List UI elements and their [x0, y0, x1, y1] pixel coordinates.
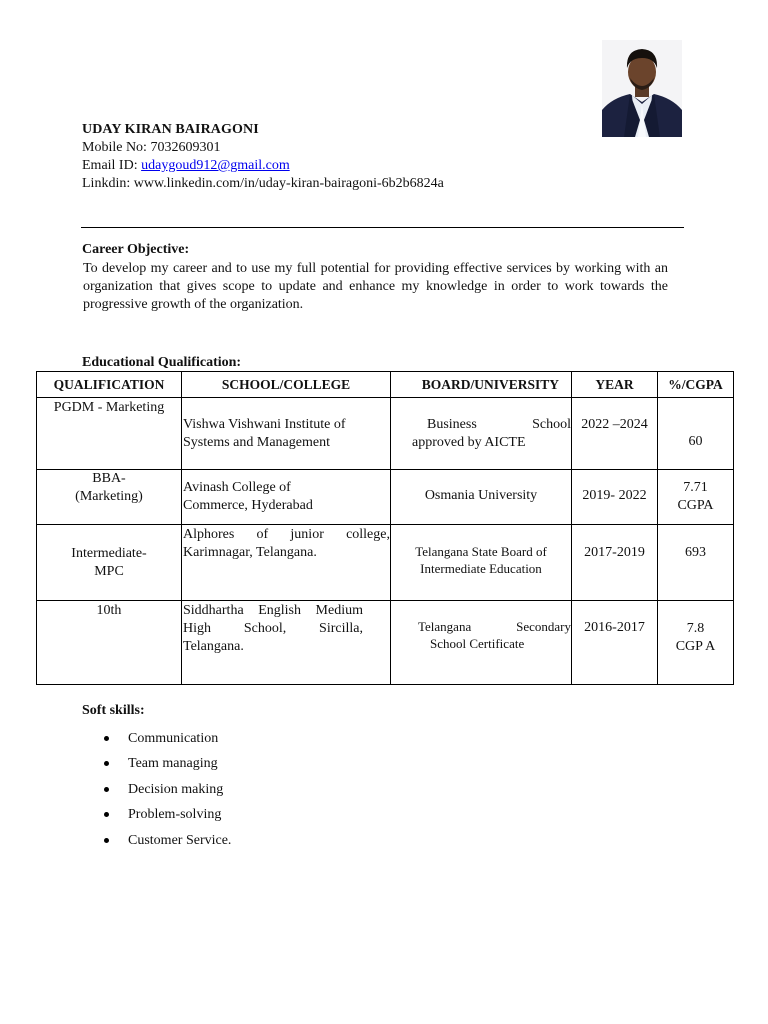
- table-header-row: [37, 372, 734, 398]
- qualification-cell: [37, 470, 182, 525]
- skill-label: Problem-solving: [128, 807, 222, 823]
- mobile-line: [82, 140, 220, 156]
- qualification-text: BBA-: [92, 471, 126, 486]
- board-text: Intermediate Education: [420, 561, 542, 576]
- mobile-label: Mobile No:: [82, 140, 151, 155]
- linkedin-url: www.linkedin.com/in/uday-kiran-bairagoni-6b2b6824a: [133, 176, 444, 191]
- list-item: [82, 777, 231, 802]
- soft-skills-heading: Soft skills:: [82, 703, 145, 718]
- education-table: [36, 371, 734, 685]
- skill-label: Communication: [128, 731, 219, 746]
- score-text: CGP A: [675, 639, 716, 654]
- school-cell: [182, 470, 391, 525]
- linkedin-line: [82, 176, 444, 192]
- skill-label: Customer Service.: [128, 832, 232, 848]
- school-text: Alphores of junior college,: [183, 527, 390, 542]
- mobile-number: 7032609301: [150, 140, 221, 155]
- email-link[interactable]: udaygoud912@gmail.com: [141, 158, 290, 173]
- column-header-qualification: QUALIFICATION: [37, 372, 182, 398]
- score-cell: [658, 601, 734, 685]
- school-cell: [182, 601, 391, 685]
- email-line: [82, 158, 290, 174]
- soft-skills-list: [82, 726, 231, 853]
- linkedin-label: Linkdin:: [82, 176, 134, 191]
- list-item: [82, 726, 231, 751]
- school-cell: [182, 525, 391, 601]
- column-header-score: %/CGPA: [658, 372, 734, 398]
- column-header-board: BOARD/UNIVERSITY: [391, 372, 572, 398]
- qualification-cell: [37, 525, 182, 601]
- score-cell: [658, 525, 734, 601]
- bullet-icon: [104, 787, 109, 792]
- score-text: 7.8: [686, 621, 705, 636]
- board-cell: [391, 601, 572, 685]
- board-cell: [391, 398, 572, 470]
- career-objective-heading: Career Objective:: [82, 242, 190, 257]
- skill-label: Team managing: [128, 756, 218, 772]
- board-cell: [391, 470, 572, 525]
- education-heading: Educational Qualification:: [82, 355, 242, 370]
- school-text: Telangana.: [183, 639, 244, 654]
- list-item: [82, 751, 231, 776]
- year-text: 2016-2017: [584, 620, 645, 635]
- skill-label: Decision making: [128, 781, 224, 797]
- bullet-icon: [104, 812, 109, 817]
- year-cell: [572, 601, 658, 685]
- board-cell: [391, 525, 572, 601]
- profile-photo: [602, 40, 682, 137]
- year-text: 2022 –2024: [581, 417, 648, 432]
- board-text: School Certificate: [430, 636, 525, 651]
- score-text: 60: [688, 434, 703, 449]
- bullet-icon: [104, 761, 109, 766]
- table-row: [37, 470, 734, 525]
- qualification-cell: [37, 601, 182, 685]
- score-cell: [658, 470, 734, 525]
- school-text: High School, Sircilla,: [183, 621, 363, 636]
- year-text: 2019- 2022: [582, 488, 647, 503]
- column-header-school: SCHOOL/COLLEGE: [182, 372, 391, 398]
- school-text: Commerce, Hyderabad: [183, 498, 313, 513]
- score-text: 693: [685, 545, 706, 560]
- table-row: [37, 398, 734, 470]
- school-text: Karimnagar, Telangana.: [183, 545, 317, 560]
- profile-photo-image: [602, 40, 682, 137]
- bullet-icon: [104, 838, 109, 843]
- qualification-text: 10th: [96, 603, 122, 618]
- board-text: Osmania University: [424, 488, 538, 503]
- qualification-text: MPC: [94, 564, 124, 579]
- list-item: [82, 802, 231, 827]
- year-text: 2017-2019: [584, 545, 645, 560]
- bullet-icon: [104, 736, 109, 741]
- board-text: Business School: [427, 417, 571, 432]
- career-objective-text: To develop my career and to use my full potential for providing effective services by working with an organization that gives scope to update and enhance my knowledge in order to work towards the progressive growth of the organization.: [83, 261, 668, 312]
- school-text: Siddhartha English Medium: [183, 603, 363, 618]
- board-text: Telangana State Board of: [415, 544, 547, 559]
- score-text: 7.71: [683, 480, 708, 495]
- year-cell: [572, 398, 658, 470]
- header-divider: [81, 227, 684, 228]
- board-text: approved by AICTE: [412, 435, 526, 450]
- qualification-text: (Marketing): [75, 489, 143, 504]
- email-label: Email ID:: [82, 158, 142, 173]
- table-row: [37, 601, 734, 685]
- year-cell: [572, 470, 658, 525]
- school-cell: [182, 398, 391, 470]
- candidate-name: UDAY KIRAN BAIRAGONI: [82, 122, 259, 137]
- qualification-cell: [37, 398, 182, 470]
- score-text: CGPA: [677, 498, 714, 513]
- school-text: Avinash College of: [183, 480, 291, 495]
- school-text: Systems and Management: [183, 435, 330, 450]
- column-header-year: YEAR: [572, 372, 658, 398]
- list-item: [82, 828, 231, 853]
- qualification-text: PGDM - Marketing: [53, 400, 165, 415]
- year-cell: [572, 525, 658, 601]
- qualification-text: Intermediate-: [71, 546, 147, 561]
- table-row: [37, 525, 734, 601]
- board-text: Telangana Secondary: [418, 619, 571, 634]
- school-text: Vishwa Vishwani Institute of: [183, 417, 346, 432]
- score-cell: [658, 398, 734, 470]
